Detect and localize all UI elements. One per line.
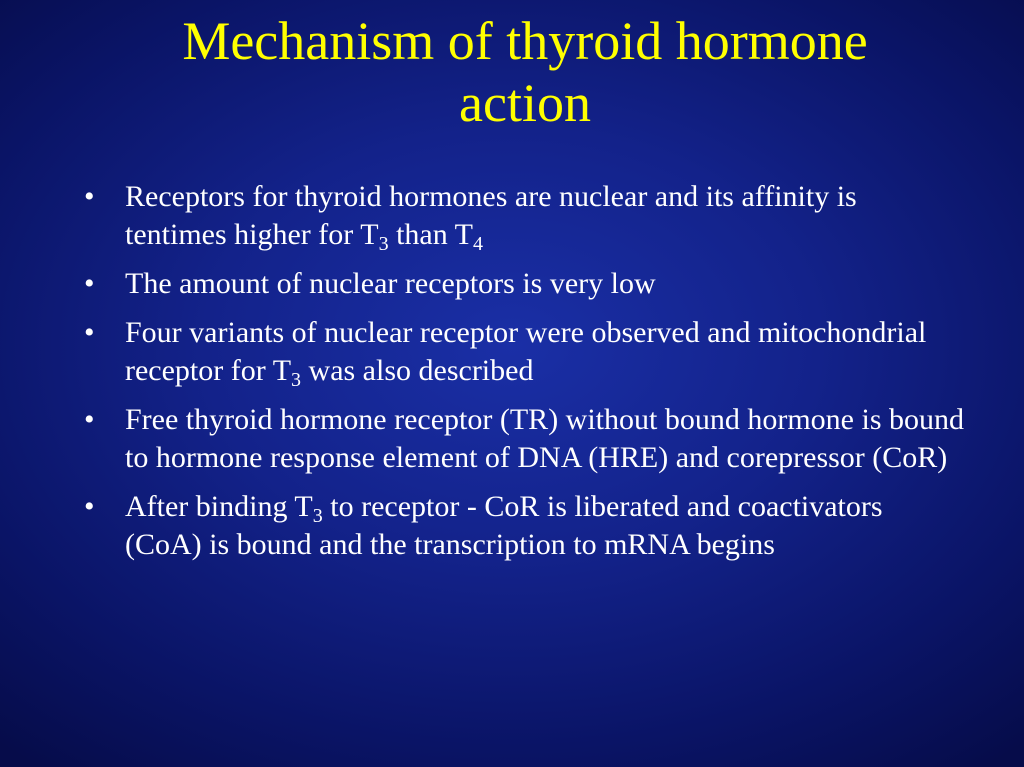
bullet-item-free-receptor	[84, 401, 964, 477]
bullet-item-receptor-variants	[84, 314, 964, 390]
slide-title	[60, 10, 990, 134]
bullet-icon: •	[84, 316, 95, 349]
bullet-text: Receptors for thyroid hormones are nuclear and its affinity is tentimes higher for T	[125, 180, 857, 251]
bullet-list	[84, 178, 964, 575]
subscript: 4	[473, 233, 483, 255]
bullet-text: After binding T	[125, 490, 313, 523]
subscript: 3	[378, 233, 389, 255]
bullet-item-receptor-amount	[84, 265, 964, 303]
bullet-icon: •	[84, 267, 95, 300]
bullet-text: Free thyroid hormone receptor (TR) without bound hormone is bound to hormone response element of DNA (HRE) and corepressor (CoR)	[125, 403, 965, 474]
slide-title-line-1: Mechanism of thyroid hormone	[182, 11, 868, 71]
bullet-icon: •	[84, 403, 95, 436]
bullet-text: was also described	[301, 354, 534, 387]
bullet-text: Four variants of nuclear receptor were observed and mitochondrial receptor for T	[125, 316, 927, 387]
subscript: 3	[312, 505, 323, 527]
bullet-icon: •	[84, 180, 95, 213]
bullet-item-binding-t3	[84, 488, 964, 564]
bullet-icon: •	[84, 490, 95, 523]
bullet-text: to receptor - CoR is liberated and coactivators (CoA) is bound and the transcription to mRNA begins	[125, 490, 883, 561]
bullet-item-receptor-affinity	[84, 178, 964, 254]
bullet-text: The amount of nuclear receptors is very low	[125, 267, 656, 300]
bullet-text: than T	[388, 218, 473, 251]
slide-title-line-2: action	[459, 73, 591, 133]
subscript: 3	[291, 369, 302, 391]
